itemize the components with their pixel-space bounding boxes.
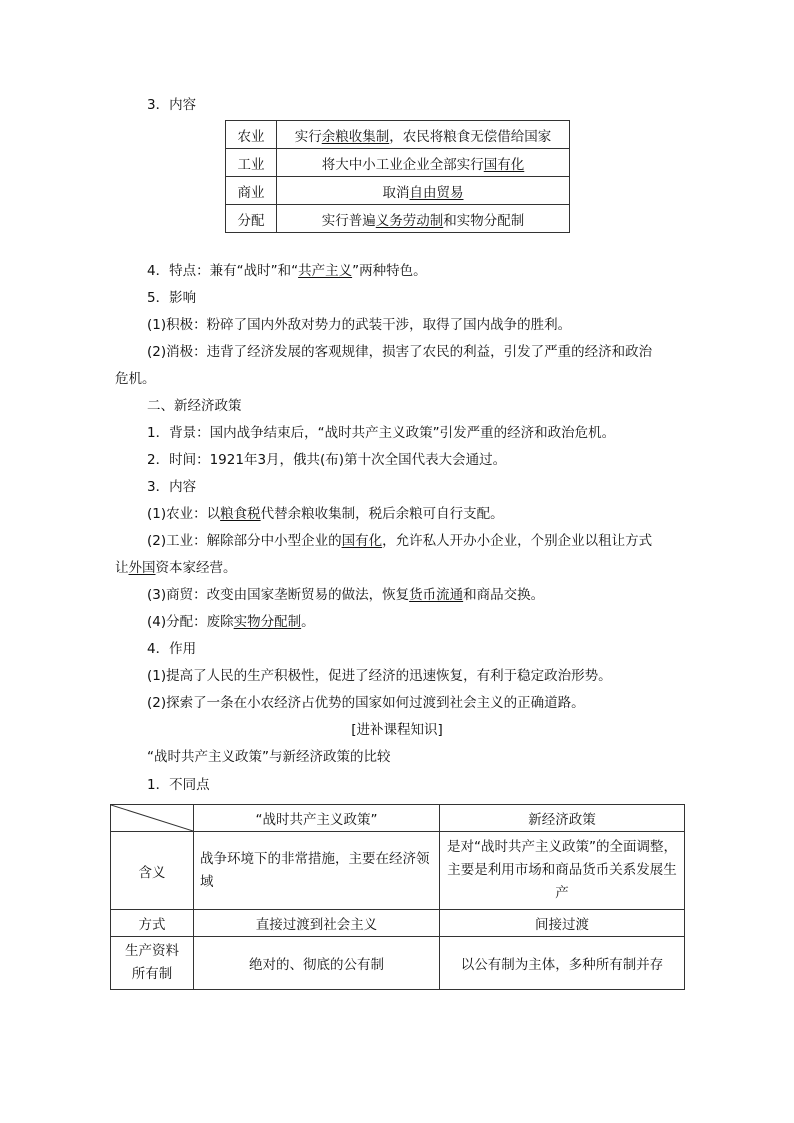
nep-agriculture: (1)农业：以粮食税代替余粮收集制，税后余粮可自行支配。 [147, 506, 504, 522]
table-row [111, 832, 685, 910]
table-header-row [111, 805, 685, 832]
row-value-b: 间接过渡 [440, 910, 685, 937]
comparison-table [110, 804, 685, 990]
table-row [226, 205, 570, 233]
col-header-nep: 新经济政策 [440, 805, 685, 832]
row-value-a: 绝对的、彻底的公有制 [194, 937, 440, 990]
row-value-a: 直接过渡到社会主义 [194, 910, 440, 937]
table-row [226, 149, 570, 177]
row-value-b: 以公有制为主体，多种所有制并存 [440, 937, 685, 990]
row-key: 农业 [226, 121, 277, 149]
nep-effect-heading: 4．作用 [147, 641, 197, 657]
nep-industry-cont: 让外国资本家经营。 [115, 560, 237, 576]
row-key: 含义 [111, 832, 194, 910]
impact-positive: (1)积极：粉碎了国内外敌对势力的武装干涉，取得了国内战争的胜利。 [147, 317, 572, 333]
table-row [226, 177, 570, 205]
row-key: 商业 [226, 177, 277, 205]
nep-effect-2: (2)探索了一条在小农经济占优势的国家如何过渡到社会主义的正确道路。 [147, 695, 585, 711]
nep-time: 2．时间：1921年3月，俄共(布)第十次全国代表大会通过。 [147, 452, 507, 468]
diff-heading: 1．不同点 [147, 777, 210, 793]
row-value-a: 战争环境下的非常措施，主要在经济领域 [194, 832, 440, 910]
nep-background: 1．背景：国内战争结束后，“战时共产主义政策”引发严重的经济和政治危机。 [147, 425, 616, 441]
nep-distribution: (4)分配：废除实物分配制。 [147, 614, 315, 630]
row-value: 实行普遍义务劳动制和实物分配制 [277, 205, 570, 233]
compare-title: “战时共产主义政策”与新经济政策的比较 [147, 749, 391, 765]
row-key: 方式 [111, 910, 194, 937]
bracket-label: [进补课程知识] [351, 722, 443, 738]
impact-negative-cont: 危机。 [115, 371, 156, 387]
impact-heading: 5．影响 [147, 290, 197, 306]
row-key: 工业 [226, 149, 277, 177]
nep-industry: (2)工业：解除部分中小型企业的国有化，允许私人开办小企业，个别企业以租让方式 [147, 533, 653, 549]
row-key: 生产资料所有制 [111, 937, 194, 990]
nep-content-heading: 3．内容 [147, 479, 197, 495]
content-heading-1: 3．内容 [147, 97, 197, 113]
corner-cell [111, 805, 194, 832]
table-row [111, 937, 685, 990]
feature-line: 4．特点：兼有“战时”和“共产主义”两种特色。 [147, 263, 427, 279]
nep-effect-1: (1)提高了人民的生产积极性，促进了经济的迅速恢复，有利于稳定政治形势。 [147, 668, 612, 684]
row-value: 取消自由贸易 [277, 177, 570, 205]
row-value-b: 是对“战时共产主义政策”的全面调整，主要是利用市场和商品货币关系发展生产 [440, 832, 685, 910]
section-title-nep: 二、新经济政策 [147, 398, 242, 414]
policy-content-table [225, 120, 570, 233]
row-value: 将大中小工业企业全部实行国有化 [277, 149, 570, 177]
col-header-war-communism: “战时共产主义政策” [194, 805, 440, 832]
nep-trade: (3)商贸：改变由国家垄断贸易的做法，恢复货币流通和商品交换。 [147, 587, 545, 603]
impact-negative: (2)消极：违背了经济发展的客观规律，损害了农民的利益，引发了严重的经济和政治 [147, 344, 653, 360]
table-row [111, 910, 685, 937]
row-key: 分配 [226, 205, 277, 233]
row-value: 实行余粮收集制，农民将粮食无偿借给国家 [277, 121, 570, 149]
table-row [226, 121, 570, 149]
